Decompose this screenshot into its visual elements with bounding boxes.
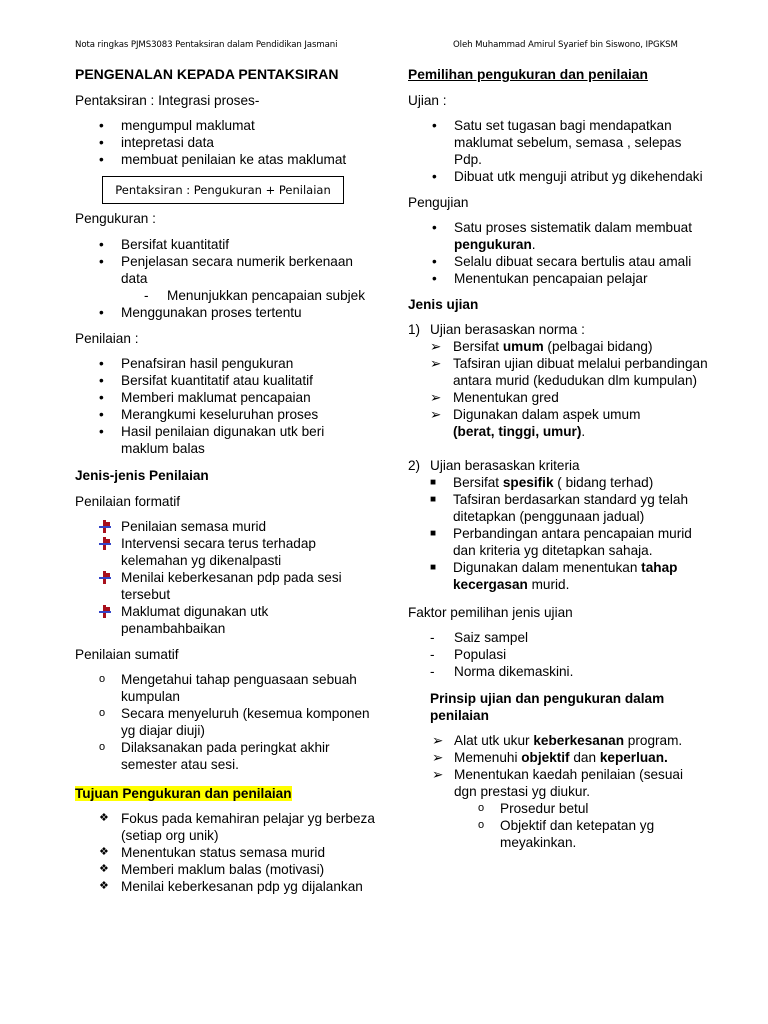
prinsip-list [408, 732, 708, 851]
tujuan-title: Tujuan Pengukuran dan penilaian [75, 786, 292, 801]
list-item: • Hasil penilaian digunakan utk beri maklum balas [99, 424, 325, 456]
list-item: - Populasi [430, 647, 507, 662]
arrow-bullet-icon: ➢ [430, 356, 442, 371]
square-bullet-icon: ■ [430, 562, 437, 573]
circle-bullet-icon: o [478, 802, 485, 814]
bullet-icon: • [432, 118, 437, 133]
list-item: • Satu proses sistematik dalam membuat pengukuran. [432, 220, 692, 252]
list-item: ➢ Digunakan dalam aspek umum (berat, tinggi, umur). [430, 407, 641, 439]
list-item: • Dibuat utk menguji atribut yg dikehendaki [432, 169, 703, 184]
formula-box: Pentaksiran : Pengukuran + Penilaian [102, 176, 344, 204]
list-item: ➢ Tafsiran ujian dibuat melalui perbandingan antara murid (kedudukan dlm kumpulan) [430, 356, 708, 388]
formatif-label: Penilaian formatif [75, 494, 181, 509]
list-item: ➢ Menentukan kaedah penilaian (sesuai dgn prestasi yg diukur. o Prosedur betul o Objektif dan ketepatan yg meyakinkan. [408, 766, 708, 851]
arrow-bullet-icon: ➢ [430, 339, 442, 354]
bullet-icon: • [99, 424, 104, 439]
bullet-icon: • [99, 390, 104, 405]
circle-bullet-icon: o [99, 673, 106, 685]
list-item: • Satu set tugasan bagi mendapatkan maklumat sebelum, semasa , selepas Pdp. [432, 118, 682, 167]
bullet-icon: • [99, 152, 104, 167]
norma-number: 1) [408, 322, 421, 337]
flag-bullet-icon [99, 520, 111, 533]
list-item: ■ Bersifat spesifik ( bidang terhad) [430, 475, 654, 490]
list-item: ➢ Memenuhi objektif dan keperluan. [432, 750, 668, 765]
bullet-icon: • [99, 254, 104, 269]
flag-bullet-icon [99, 571, 111, 584]
list-item: ■ Tafsiran berdasarkan standard yg telah ditetapkan (penggunaan jadual) [430, 492, 689, 524]
list-item: • Penafsiran hasil pengukuran [99, 356, 294, 371]
dash-icon: - [430, 630, 435, 645]
flag-bullet-icon [99, 605, 111, 618]
bullet-icon: • [432, 220, 437, 235]
list-item: ➢ Menentukan gred [430, 390, 559, 405]
list-item: • Selalu dibuat secara bertulis atau amali [432, 254, 692, 269]
list-item: • Memberi maklumat pencapaian [99, 390, 311, 405]
faktor-label: Faktor pemilihan jenis ujian [408, 605, 573, 620]
bullet-icon: • [432, 169, 437, 184]
pengukuran-label: Pengukuran : [75, 211, 156, 226]
ujian-label: Ujian : [408, 93, 447, 108]
list-item: ■ Digunakan dalam menentukan tahap kecergasan murid. [430, 560, 678, 592]
list-item: ❖ Menilai keberkesanan pdp yg dijalankan [99, 879, 363, 894]
bullet-icon: • [432, 254, 437, 269]
jenis-penilaian-title: Jenis-jenis Penilaian [75, 468, 209, 483]
bullet-icon: • [99, 407, 104, 422]
list-item: • Bersifat kuantitatif [99, 237, 230, 252]
norma-list [430, 338, 708, 440]
square-bullet-icon: ■ [430, 477, 437, 488]
diamond-bullet-icon: ❖ [99, 880, 109, 892]
pengujian-list [408, 219, 708, 287]
arrow-bullet-icon: ➢ [432, 750, 444, 765]
list-item: o Prosedur betul [478, 801, 589, 816]
dash-icon: - [430, 664, 435, 679]
dash-icon: - [430, 647, 435, 662]
bullet-icon: • [99, 373, 104, 388]
bullet-icon: • [99, 356, 104, 371]
list-item: ■ Perbandingan antara pencapaian murid dan kriteria yg ditetapkan sahaja. [430, 526, 692, 558]
right-column [408, 66, 708, 859]
list-item: Penilaian semasa murid [75, 518, 375, 535]
penilaian-label: Penilaian : [75, 331, 139, 346]
prinsip-title: Prinsip ujian dan pengukuran dalam penilaian [430, 691, 665, 723]
jenis-ujian-title: Jenis ujian [408, 297, 479, 312]
list-item: • membuat penilaian ke atas maklumat [99, 152, 347, 167]
arrow-bullet-icon: ➢ [430, 390, 442, 405]
list-item: ❖ Fokus pada kemahiran pelajar yg berbeza (setiap org unik) [99, 811, 375, 843]
list-item: o Mengetahui tahap penguasaan sebuah kumpulan [99, 672, 357, 704]
prinsip-sublist [454, 800, 708, 851]
tujuan-list [75, 810, 375, 895]
dash-icon: - [144, 288, 149, 303]
kriteria-label: Ujian berasaskan kriteria [430, 458, 580, 473]
arrow-bullet-icon: ➢ [432, 767, 444, 782]
list-item: ❖ Memberi maklum balas (motivasi) [99, 862, 325, 877]
list-item: • Penjelasan secara numerik berkenaan data - Menunjukkan pencapaian subjek [75, 253, 375, 304]
circle-bullet-icon: o [478, 819, 485, 831]
intro-list [75, 117, 375, 168]
list-item: • Menggunakan proses tertentu [99, 305, 302, 320]
norma-section [408, 321, 708, 440]
square-bullet-icon: ■ [430, 528, 437, 539]
kriteria-number: 2) [408, 458, 421, 473]
penilaian-list [75, 355, 375, 457]
bullet-icon: • [99, 237, 104, 252]
list-item: • Bersifat kuantitatif atau kualitatif [99, 373, 313, 388]
header-left: Nota ringkas PJMS3083 Pentaksiran dalam Pendidikan Jasmani [75, 40, 338, 50]
circle-bullet-icon: o [99, 741, 106, 753]
list-item: • mengumpul maklumat [99, 118, 255, 133]
left-column [75, 66, 375, 903]
list-item: ➢ Bersifat umum (pelbagai bidang) [430, 339, 653, 354]
bullet-icon: • [432, 271, 437, 286]
list-item: Maklumat digunakan utk penambahbaikan [75, 603, 375, 637]
section-title-pemilihan: Pemilihan pengukuran dan penilaian [408, 67, 648, 82]
bullet-icon: • [99, 118, 104, 133]
diamond-bullet-icon: ❖ [99, 812, 109, 824]
pengukuran-sublist [144, 287, 375, 304]
list-item: - Norma dikemaskini. [430, 664, 574, 679]
list-item: o Objektif dan ketepatan yg meyakinkan. [478, 818, 655, 850]
circle-bullet-icon: o [99, 707, 106, 719]
list-item: - Menunjukkan pencapaian subjek [144, 288, 366, 303]
arrow-bullet-icon: ➢ [430, 407, 442, 422]
list-item: ❖ Menentukan status semasa murid [99, 845, 326, 860]
list-item: - Saiz sampel [430, 630, 529, 645]
square-bullet-icon: ■ [430, 494, 437, 505]
list-item: • Merangkumi keseluruhan proses [99, 407, 319, 422]
list-item: • Menentukan pencapaian pelajar [432, 271, 648, 286]
diamond-bullet-icon: ❖ [99, 863, 109, 875]
list-item: Intervensi secara terus terhadap kelemahan yg dikenalpasti [75, 535, 375, 569]
pengukuran-list [75, 236, 375, 321]
header-right: Oleh Muhammad Amirul Syarief bin Siswono, IPGKSM [453, 40, 678, 50]
list-item: Menilai keberkesanan pdp pada sesi tersebut [75, 569, 375, 603]
section-title-pengenalan: PENGENALAN KEPADA PENTAKSIRAN [75, 66, 339, 82]
norma-label: Ujian berasaskan norma : [430, 322, 585, 337]
diamond-bullet-icon: ❖ [99, 846, 109, 858]
kriteria-section [408, 457, 708, 593]
pengujian-label: Pengujian [408, 195, 469, 210]
faktor-list [408, 629, 708, 680]
flag-bullet-icon [99, 537, 111, 550]
ujian-list [408, 117, 708, 185]
list-item: o Secara menyeluruh (kesemua komponen yg diajar diuji) [99, 706, 370, 738]
sumatif-label: Penilaian sumatif [75, 647, 179, 662]
list-item: • intepretasi data [99, 135, 214, 150]
list-item: ➢ Alat utk ukur keberkesanan program. [432, 733, 683, 748]
formatif-list [75, 518, 375, 637]
kriteria-list [430, 474, 708, 593]
intro-text: Pentaksiran : Integrasi proses- [75, 93, 260, 108]
bullet-icon: • [99, 135, 104, 150]
bullet-icon: • [99, 305, 104, 320]
list-item: o Dilaksanakan pada peringkat akhir semester atau sesi. [99, 740, 330, 772]
arrow-bullet-icon: ➢ [432, 733, 444, 748]
sumatif-list [75, 671, 375, 773]
